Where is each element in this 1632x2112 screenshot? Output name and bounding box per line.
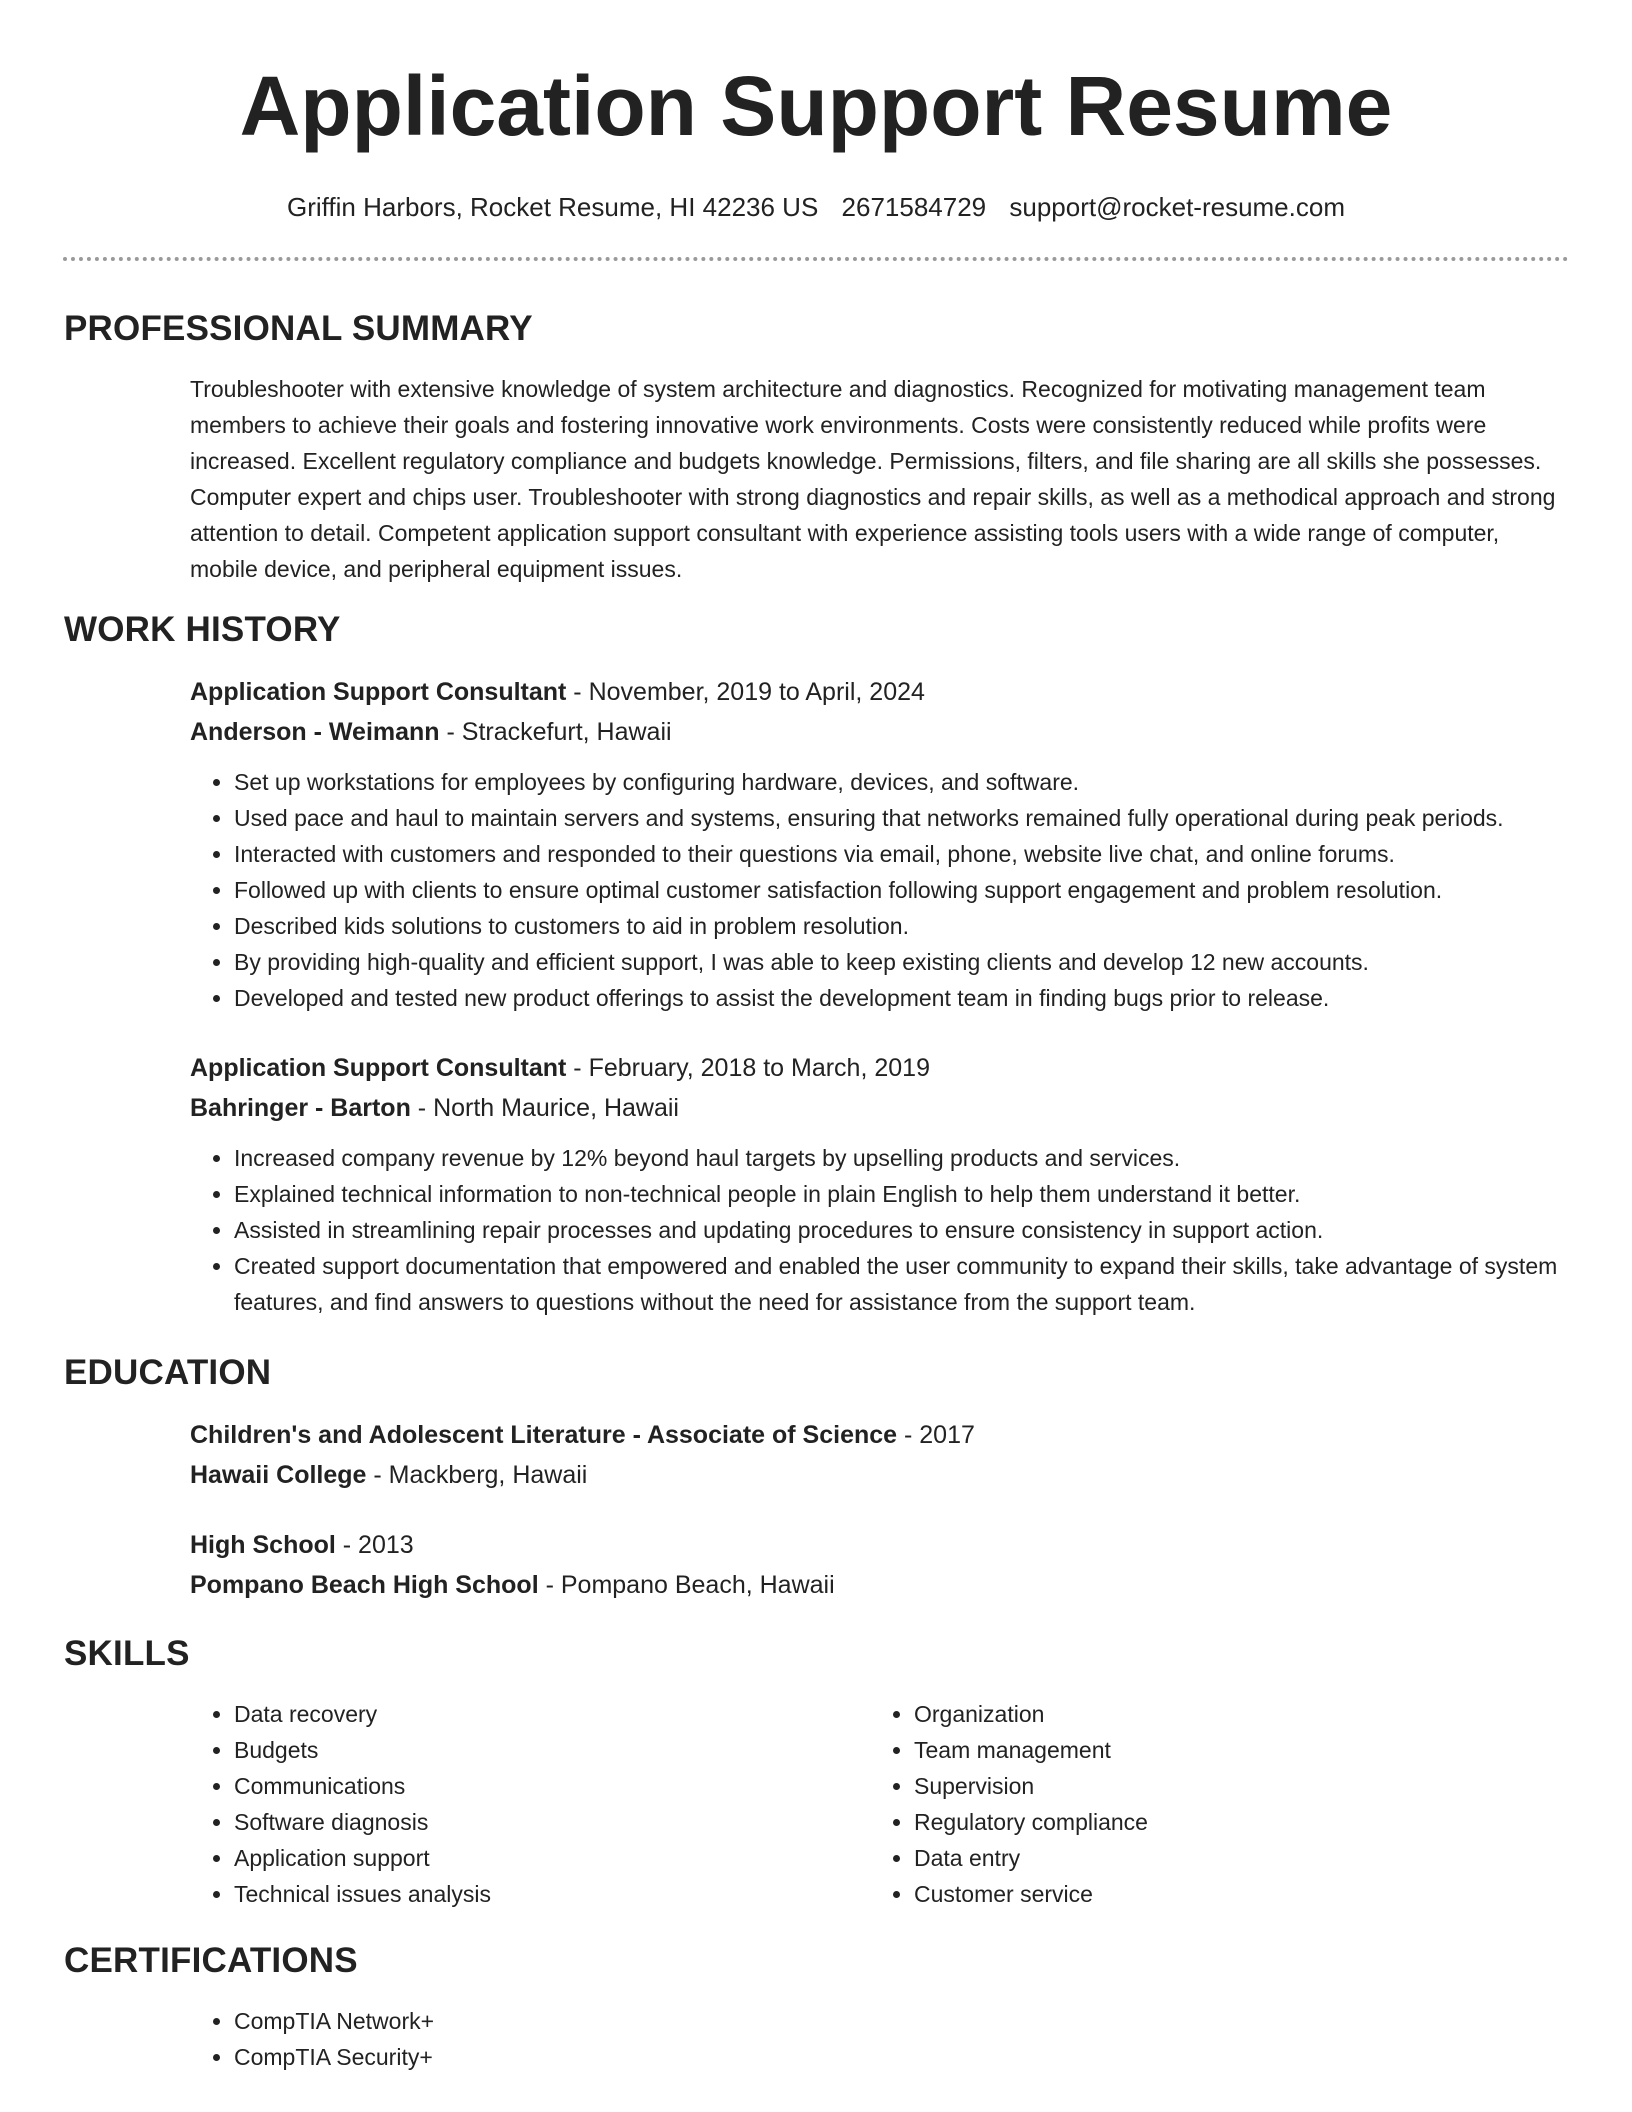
job-bullet: • By providing high-quality and efficient support, I was able to keep existing clients and develop 12 new accounts. <box>234 944 1568 980</box>
education-entry <box>190 1525 1568 1605</box>
skill-item: • Supervision <box>914 1768 1550 1804</box>
school-line <box>190 1565 1568 1605</box>
work-history-section <box>64 608 1568 1320</box>
degree-name: High School <box>190 1531 336 1559</box>
skill-item: • Regulatory compliance <box>914 1804 1550 1840</box>
job-bullet: • Developed and tested new product offerings to assist the development team in finding bugs prior to release. <box>234 980 1568 1016</box>
job-bullet: • Interacted with customers and responded to their questions via email, phone, website live chat, and online forums. <box>234 836 1568 872</box>
job-bullet: • Followed up with clients to ensure optimal customer satisfaction following support engagement and problem resolution. <box>234 872 1568 908</box>
skills-section <box>64 1632 1568 1912</box>
job-bullet: • Assisted in streamlining repair processes and updating procedures to ensure consistency in support action. <box>234 1212 1568 1248</box>
skill-item: • Team management <box>914 1732 1550 1768</box>
section-title-certifications: CERTIFICATIONS <box>64 1941 358 1980</box>
education-section <box>64 1351 1568 1605</box>
job-title-line <box>190 672 1568 712</box>
degree-year: - 2017 <box>897 1421 975 1449</box>
education-entry <box>190 1415 1568 1495</box>
contact-line <box>0 190 1632 224</box>
section-title-summary: PROFESSIONAL SUMMARY <box>64 309 533 348</box>
skill-item: • Data recovery <box>234 1696 870 1732</box>
skill-item: • Software diagnosis <box>234 1804 870 1840</box>
school-location: - Pompano Beach, Hawaii <box>538 1571 835 1599</box>
job-company: Bahringer - Barton <box>190 1094 411 1122</box>
job-entry <box>190 1048 1568 1320</box>
degree-line <box>190 1525 1568 1565</box>
skill-item: • Application support <box>234 1840 870 1876</box>
job-role: Application Support Consultant <box>190 1054 567 1082</box>
skill-item: • Customer service <box>914 1876 1550 1912</box>
section-title-work: WORK HISTORY <box>64 610 341 649</box>
certification-item: • CompTIA Security+ <box>234 2039 1568 2075</box>
job-bullet: • Used pace and haul to maintain servers and systems, ensuring that networks remained fully operational during peak periods. <box>234 800 1568 836</box>
skill-item: • Data entry <box>914 1840 1550 1876</box>
resume-title: Application Support Resume <box>239 59 1393 153</box>
job-bullet: • Created support documentation that empowered and enabled the user community to expand their skills, take advantage of system features, and find answers to questions without the need for assistance from the support team. <box>234 1248 1568 1320</box>
skill-item: • Communications <box>234 1768 870 1804</box>
job-dates: - November, 2019 to April, 2024 <box>566 678 925 706</box>
certifications-section <box>64 1939 1568 2075</box>
school-line <box>190 1455 1568 1495</box>
skills-list <box>190 1696 870 1912</box>
contact-address: Griffin Harbors, Rocket Resume, HI 42236 US <box>287 192 819 222</box>
job-dates: - February, 2018 to March, 2019 <box>566 1054 930 1082</box>
certifications-list <box>190 2003 1568 2075</box>
job-title-line <box>190 1048 1568 1088</box>
job-company-line <box>190 712 1568 752</box>
summary-text: Troubleshooter with extensive knowledge of system architecture and diagnostics. Recognized for motivating management team members to achieve their goals and fostering innovative work environments. Costs were consistently reduced while profits were increased. Excellent regulatory compliance and budgets knowledge. Permissions, filters, and file sharing are all skills she possesses. Computer expert and chips user. Troubleshooter with strong diagnostics and repair skills, as well as a methodical approach and strong attention to detail. Competent application support consultant with experience assisting tools users with a wide range of computer, mobile device, and peripheral equipment issues. <box>190 376 1556 582</box>
degree-year: - 2013 <box>335 1531 414 1559</box>
certification-item: • CompTIA Network+ <box>234 2003 1568 2039</box>
job-bullet: • Described kids solutions to customers to aid in problem resolution. <box>234 908 1568 944</box>
job-entry <box>190 672 1568 1016</box>
school-name: Pompano Beach High School <box>190 1571 539 1599</box>
section-title-education: EDUCATION <box>64 1353 272 1392</box>
school-name: Hawaii College <box>190 1461 367 1489</box>
job-location: - Strackefurt, Hawaii <box>439 718 672 746</box>
contact-email: support@rocket-resume.com <box>1009 192 1345 222</box>
job-bullet: • Set up workstations for employees by configuring hardware, devices, and software. <box>234 764 1568 800</box>
contact-phone: 2671584729 <box>841 192 987 222</box>
degree-name: Children's and Adolescent Literature - Associate of Science <box>190 1421 898 1449</box>
job-bullet: • Increased company revenue by 12% beyond haul targets by upselling products and services. <box>234 1140 1568 1176</box>
job-bullets <box>190 764 1568 1016</box>
skill-item: • Technical issues analysis <box>234 1876 870 1912</box>
degree-line <box>190 1415 1568 1455</box>
job-bullet: • Explained technical information to non-technical people in plain English to help them understand it better. <box>234 1176 1568 1212</box>
school-location: - Mackberg, Hawaii <box>366 1461 588 1489</box>
job-location: - North Maurice, Hawaii <box>410 1094 679 1122</box>
resume-header <box>0 0 1632 261</box>
job-bullets <box>190 1140 1568 1320</box>
skills-list <box>870 1696 1550 1912</box>
skills-column-left <box>190 1696 870 1912</box>
professional-summary-section <box>64 261 1568 587</box>
skill-item: • Organization <box>914 1696 1550 1732</box>
job-role: Application Support Consultant <box>190 678 567 706</box>
job-company-line <box>190 1088 1568 1128</box>
section-title-skills: SKILLS <box>64 1634 190 1673</box>
skills-column-right <box>870 1696 1550 1912</box>
skill-item: • Budgets <box>234 1732 870 1768</box>
job-company: Anderson - Weimann <box>190 718 440 746</box>
